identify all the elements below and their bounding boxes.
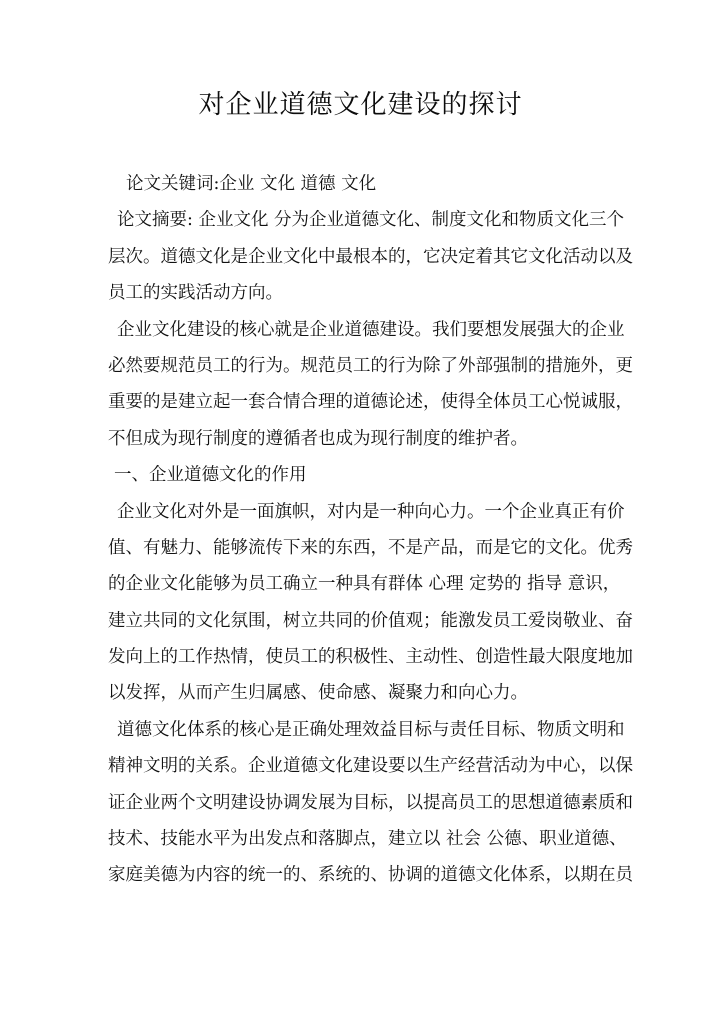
- paragraph-line: 技术、技能水平为出发点和落脚点，建立以 社会 公德、职业道德、: [108, 829, 627, 850]
- paragraph-line: 的企业文化能够为员工确立一种具有群体 心理 定势的 指导 意识，: [108, 574, 621, 595]
- document-body: [108, 166, 633, 894]
- abstract-line: 层次。道德文化是企业文化中最根本的，它决定着其它文化活动以及: [108, 246, 633, 267]
- paragraph-line: 建立共同的文化氛围，树立共同的价值观；能激发员工爱岗敬业、奋: [108, 610, 633, 631]
- paragraph-line: 证企业两个文明建设协调发展为目标，以提高员工的思想道德素质和: [108, 792, 633, 813]
- paragraph-line: 以发挥，从而产生归属感、使命感、凝聚力和向心力。: [108, 683, 528, 704]
- paragraph-line: 精神文明的关系。企业道德文化建设要以生产经营活动为中心，以保: [108, 756, 633, 777]
- paragraph-line: 不但成为现行制度的遵循者也成为现行制度的维护者。: [108, 428, 528, 449]
- paragraph-line: 家庭美德为内容的统一的、系统的、协调的道德文化体系，以期在员: [108, 865, 633, 886]
- paragraph-line: 企业文化建设的核心就是企业道德建设。我们要想发展强大的企业: [117, 319, 625, 340]
- paragraph-line: 重要的是建立起一套合情合理的道德论述，使得全体员工心悦诚服，: [108, 392, 633, 413]
- paragraph-line: 发向上的工作热情，使员工的积极性、主动性、创造性最大限度地加: [108, 647, 633, 668]
- abstract-line: 论文摘要: 企业文化 分为企业道德文化、制度文化和物质文化三个: [117, 210, 625, 231]
- paragraph-line: 值、有魅力、能够流传下来的东西，不是产品，而是它的文化。优秀: [108, 537, 633, 558]
- abstract-line: 员工的实践活动方向。: [108, 283, 283, 304]
- keywords-line: 论文关键词:企业 文化 道德 文化: [126, 174, 377, 194]
- paragraph-line: 必然要规范员工的行为。规范员工的行为除了外部强制的措施外，更: [108, 355, 633, 376]
- document-title: 对企业道德文化建设的探讨: [198, 90, 523, 120]
- paragraph-line: 企业文化对外是一面旗帜，对内是一种向心力。一个企业真正有价: [117, 501, 625, 522]
- paragraph-line: 道德文化体系的核心是正确处理效益目标与责任目标、物质文明和: [117, 719, 625, 740]
- section-heading: 一、企业道德文化的作用: [114, 465, 307, 486]
